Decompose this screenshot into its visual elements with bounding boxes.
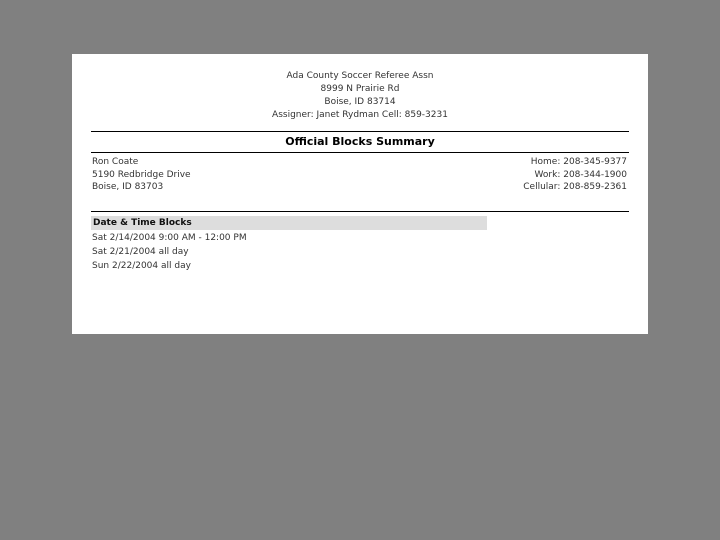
blocks-list (92, 231, 247, 273)
section-rule (91, 211, 629, 212)
block-item: Sat 2/21/2004 all day (92, 247, 189, 257)
org-street: 8999 N Prairie Rd (320, 84, 400, 94)
org-assigner: Assigner: Janet Rydman Cell: 859-3231 (272, 110, 448, 120)
block-item: Sun 2/22/2004 all day (92, 261, 191, 271)
official-street: 5190 Redbridge Drive (92, 169, 191, 180)
title-bottom-rule (91, 152, 629, 153)
official-work-phone: Work: 208-344-1900 (534, 169, 627, 180)
org-name: Ada County Soccer Referee Assn (286, 71, 434, 81)
official-cell-phone: Cellular: 208-859-2361 (523, 182, 627, 192)
report-title: Official Blocks Summary (285, 135, 435, 148)
official-phones (523, 156, 627, 194)
report-page (72, 54, 648, 334)
official-address (92, 156, 191, 194)
title-top-rule (91, 131, 629, 132)
official-city: Boise, ID 83703 (92, 182, 164, 192)
block-item: Sat 2/14/2004 9:00 AM - 12:00 PM (92, 233, 247, 243)
org-city: Boise, ID 83714 (324, 97, 396, 107)
blocks-section-header: Date & Time Blocks (91, 216, 487, 230)
official-home-phone: Home: 208-345-9377 (530, 157, 627, 167)
official-name: Ron Coate (92, 157, 139, 167)
